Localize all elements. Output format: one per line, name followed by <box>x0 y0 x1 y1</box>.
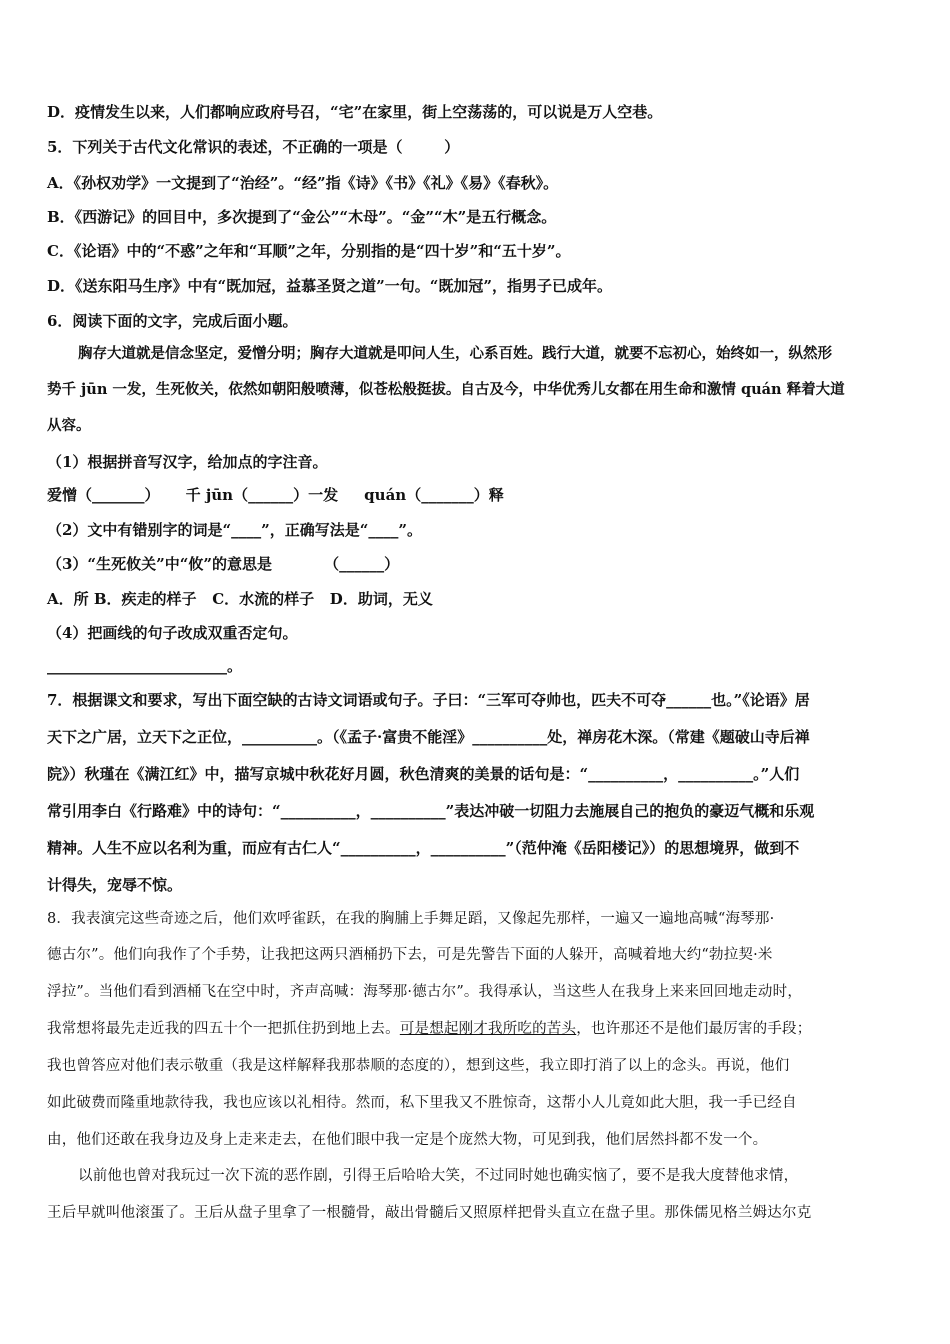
option-a-q5: A．《孙权劝学》一文提到了“治经”。“经”指《诗》《书》《礼》《易》《春秋》。 <box>47 174 559 192</box>
subquestion-3-options: A．所 B．疾走的样子 C．水流的样子 D．助词，无义 <box>47 590 433 608</box>
passage-line-3: 从容。 <box>47 417 91 434</box>
question-7-line-4: 常引用李白《行路难》中的诗句：“__________，__________”表达冲破一切阻力去施展自己的抱负的豪迈气概和乐观 <box>47 802 815 820</box>
question-6-stem: 6．阅读下面的文字，完成后面小题。 <box>47 312 298 330</box>
question-7-line-1: 7．根据课文和要求，写出下面空缺的古诗文词语或句子。子曰：“三军可夺帅也，匹夫不可夺______也。”《论语》居 <box>47 691 810 709</box>
subquestion-1: （1）根据拼音写汉字，给加点的字注音。 <box>47 453 328 471</box>
question-8-line-3: 浮拉”。当他们看到酒桶飞在空中时，齐声高喊：海琴那·德古尔”。我得承认，当这些人在我身上来来回回地走动时， <box>47 984 803 1000</box>
subquestion-4: （4）把画线的句子改成双重否定句。 <box>47 624 298 642</box>
option-c-q5: C．《论语》中的“不惑”之年和“耳顺”之年，分别指的是“四十岁”和“五十岁”。 <box>47 242 571 260</box>
question-8-line-5: 我也曾答应对他们表示敬重（我是这样解释我那恭顺的态度的），想到这些，我立即打消了以上的念头。再说，他们 <box>47 1058 790 1074</box>
subquestion-4-answer-line: ________________________。 <box>47 657 243 675</box>
question-8-line-4-part-a: 我常想将最先走近我的四五十个一把抓住扔到地上去。 <box>47 1021 400 1037</box>
option-d-q4: D．疫情发生以来，人们都响应政府号召，“宅”在家里，街上空荡荡的，可以说是万人空巷。 <box>47 103 663 121</box>
underlined-sentence: 可是想起刚才我所吃的苦头 <box>399 1021 577 1037</box>
question-5-stem: 5．下列关于古代文化常识的表述，不正确的一项是（ ） <box>47 138 460 156</box>
question-8-line-6: 如此破费而隆重地款待我，我也应该以礼相待。然而，私下里我又不胜惊奇，这帮小人儿竟如此大胆，我一手已经自 <box>47 1095 797 1111</box>
subquestion-3: （3）“生死攸关”中“攸”的意思是 （______） <box>47 555 400 573</box>
passage-2-line-2: 王后早就叫他滚蛋了。王后从盘子里拿了一根髓骨，敲出骨髓后又照原样把骨头直立在盘子里。那侏儒见格兰姆达尔克 <box>47 1205 812 1221</box>
subquestion-1-blanks: 爱憎（_______） 千 jūn（______）一发 quán（_______）释 <box>47 486 504 504</box>
question-8-line-4 <box>47 1019 811 1039</box>
passage-line-2: 势千 jūn 一发，生死攸关，依然如朝阳般喷薄，似苍松般挺拔。自古及今，中华优秀儿女都在用生命和激情 quán 释着大道 <box>47 381 845 398</box>
question-7-line-6: 计得失，宠辱不惊。 <box>47 876 183 894</box>
question-7-line-2: 天下之广居，立天下之正位，__________。（《孟子·富贵不能淫》__________处，禅房花木深。（常建《题破山寺后禅 <box>47 728 810 746</box>
option-b-q5: B．《西游记》的回目中，多次提到了“金公”“木母”。“金”“木”是五行概念。 <box>47 208 557 226</box>
question-7-line-5: 精神。人生不应以名利为重，而应有古仁人“__________，__________”（范仲淹《岳阳楼记》）的思想境界，做到不 <box>47 839 800 857</box>
question-8-line-4-part-c: ，也许那还不是他们最厉害的手段； <box>576 1021 812 1037</box>
subquestion-2: （2）文中有错别字的词是“____”，正确写法是“____”。 <box>47 521 422 539</box>
question-8-line-1: 8．我表演完这些奇迹之后，他们欢呼雀跃，在我的胸脯上手舞足蹈，又像起先那样，一遍又一遍地高喊“海琴那· <box>47 911 775 927</box>
passage-line-1: 胸存大道就是信念坚定，爱憎分明；胸存大道就是叩问人生，心系百姓。践行大道，就要不忘初心，始终如一，纵然形 <box>78 345 832 362</box>
option-d-q5: D．《送东阳马生序》中有“既加冠，益慕圣贤之道”一句。“既加冠”，指男子已成年。 <box>47 277 613 295</box>
question-8-line-7: 由，他们还敢在我身边及身上走来走去，在他们眼中我一定是个庞然大物，可见到我，他们居然抖都不发一个。 <box>47 1132 768 1148</box>
question-8-line-2: 德古尔”。他们向我作了个手势，让我把这两只酒桶扔下去，可是先警告下面的人躲开，高喊着地大约“勃拉契·米 <box>47 947 773 963</box>
question-7-line-3: 院》）秋瑾在《满江红》中，描写京城中秋花好月圆，秋色清爽的美景的话句是：“__________，__________。”人们 <box>47 765 800 783</box>
passage-2-line-1: 以前他也曾对我玩过一次下流的恶作剧，引得王后哈哈大笑，不过同时她也确实恼了，要不是我大度替他求情， <box>78 1168 799 1184</box>
